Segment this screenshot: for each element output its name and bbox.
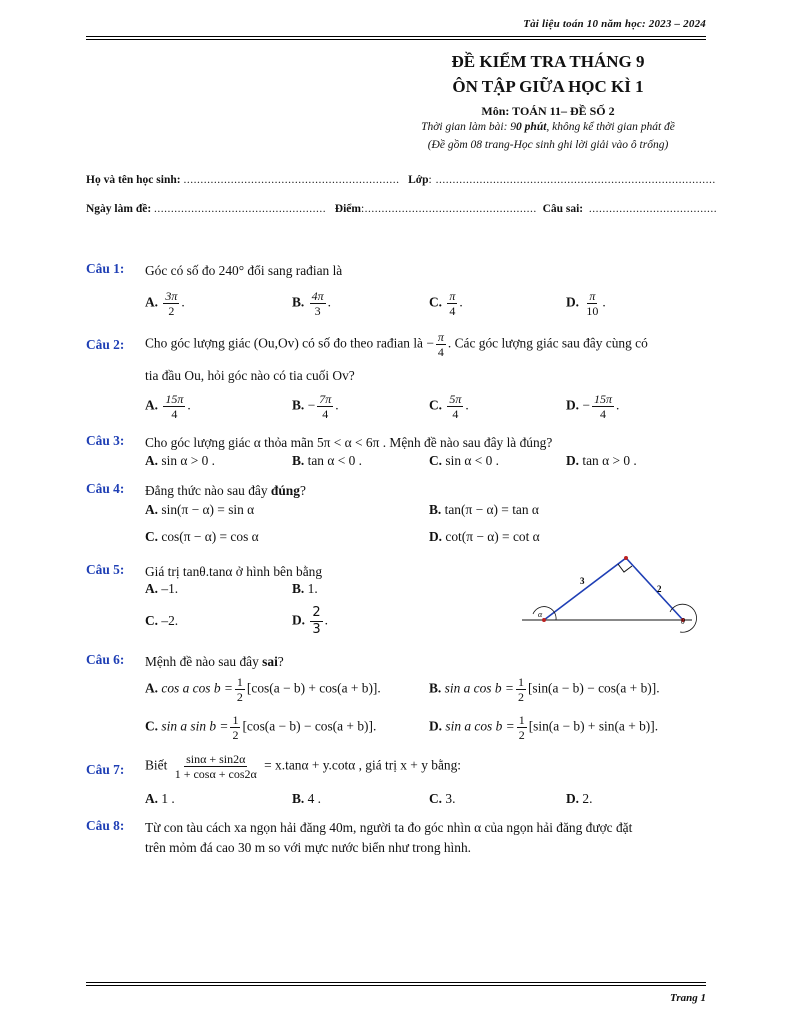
q3-option-d[interactable]: D. tan α > 0 . <box>566 453 637 468</box>
question-4-text <box>145 481 706 501</box>
q1-option-b[interactable]: B. $\frac{4\pi}{3}$ . <box>292 289 332 318</box>
document-header: Tài liệu toán 10 năm học: 2023 – 2024 <box>523 18 706 30</box>
footer-rule-2 <box>86 985 706 986</box>
question-6-label: Câu 6: <box>86 652 125 667</box>
wrong-label: Câu sai: <box>542 203 584 215</box>
right-angle-mark <box>618 564 632 572</box>
question-2-options <box>145 386 705 422</box>
q4-text-bold: đúng <box>270 483 300 498</box>
q2-option-b[interactable]: B. − $\frac{7\pi}{4}$ . <box>292 392 339 421</box>
question-2-label: Câu 2: <box>86 337 125 352</box>
q7-option-a[interactable]: A. 1 . <box>145 791 175 806</box>
q4-text: Đẳng thức nào sau đây <box>145 483 268 498</box>
q1-option-c[interactable]: C. $\frac{\pi}{4}$ . <box>429 289 463 318</box>
score-label: Điểm <box>334 203 361 215</box>
question-8-line2: trên mỏm đá cao 30 m so với mực nước biển như trong hình. <box>145 840 472 855</box>
question-2-text: Cho góc lượng giác (Ou,Ov) có số đo theo rađian là − $\frac{\pi}{4}$ . Các góc lượng giác sau đây cùng có <box>145 330 648 359</box>
vertex-top <box>624 556 628 560</box>
question-8-line1: Từ con tàu cách xa ngọn hải đăng 40m, người ta đo góc nhìn α của ngọn hải đăng được đặt <box>145 820 633 835</box>
exam-title: ĐỀ KIỂM TRA THÁNG 9 <box>451 52 645 71</box>
q1-option-d[interactable]: D. $\frac{\pi}{10}$ . <box>566 289 606 318</box>
triangle-sides <box>544 558 683 620</box>
q2-option-a[interactable]: A. $\frac{15\pi}{4}$ . <box>145 392 191 421</box>
q6-option-d[interactable]: D. sin a cos b = $\frac{1}{2}$ [sin(a − b) + sin(a + b)]. <box>429 713 659 742</box>
question-1-label: Câu 1: <box>86 261 125 276</box>
name-field[interactable]: ................................................................ <box>183 174 400 186</box>
vertex-left <box>542 618 546 622</box>
triangle-figure <box>520 552 700 642</box>
header-rule-2 <box>86 39 706 40</box>
side-a-label: 3 <box>580 576 585 586</box>
q7-option-d[interactable]: D. 2. <box>566 791 593 806</box>
q5-option-c[interactable]: C. –2. <box>145 613 179 628</box>
exam-time <box>388 121 708 133</box>
theta-label: θ <box>681 617 685 626</box>
side-b-label: 2 <box>657 584 662 594</box>
time-suffix: , không kể thời gian phát đề <box>546 121 675 133</box>
q4-option-a[interactable]: A. sin(π − α) = sin α <box>145 502 255 517</box>
q3-option-a[interactable]: A. sin α > 0 . <box>145 453 216 468</box>
q6-text-end: ? <box>277 654 284 669</box>
time-prefix: Thời gian làm bài: 9 <box>421 121 517 133</box>
q6-option-b[interactable]: B. sin a cos b = $\frac{1}{2}$ [sin(a − b) − cos(a + b)]. <box>429 675 660 704</box>
class-field[interactable]: : ................................................................................... <box>428 174 716 186</box>
question-3-text: Cho góc lượng giác α thỏa mãn 5π < α < 6π . Mệnh đề nào sau đây là đúng? <box>145 435 553 450</box>
q5-option-b[interactable]: B. 1. <box>292 581 318 596</box>
date-label: Ngày làm đề: <box>86 203 152 215</box>
question-2-text-cont: tia đầu Ou, hỏi góc nào có tia cuối Ov? <box>145 368 355 383</box>
q6-text-bold: sai <box>262 654 278 669</box>
alpha-label: α <box>538 610 543 619</box>
q3-option-c[interactable]: C. sin α < 0 . <box>429 453 500 468</box>
question-5-text: Giá trị tanθ.tanα ở hình bên bằng <box>145 564 323 579</box>
footer-rule <box>86 982 706 983</box>
question-8-label: Câu 8: <box>86 818 125 833</box>
q7-option-b[interactable]: B. 4 . <box>292 791 322 806</box>
question-1-options <box>145 281 705 317</box>
q7-text-a: Biết <box>145 757 168 773</box>
q5-option-a[interactable]: A. –1. <box>145 581 179 596</box>
question-7-label: Câu 7: <box>86 762 125 777</box>
exam-subtitle: ÔN TẬP GIỮA HỌC KÌ 1 <box>452 77 644 96</box>
q7-text-b: = x.tanα + y.cotα , giá trị x + y bằng: <box>264 757 462 773</box>
date-field[interactable]: ................................................... <box>154 203 327 215</box>
question-4-options <box>145 502 705 550</box>
page-number: Trang 1 <box>670 992 706 1004</box>
q6-text: Mệnh đề nào sau đây <box>145 654 259 669</box>
q2-text-b: . Các góc lượng giác sau đây cùng có <box>447 335 648 351</box>
header-rule <box>86 36 706 37</box>
question-7-options <box>145 791 705 811</box>
q3-option-b[interactable]: B. tan α < 0 . <box>292 453 363 468</box>
q4-option-c[interactable]: C. cos(π − α) = cos α <box>145 529 259 544</box>
class-label: Lớp <box>408 174 429 186</box>
q6-option-c[interactable]: C. sin a sin b = $\frac{1}{2}$ [cos(a − b) − cos(a + b)]. <box>145 713 377 742</box>
question-7-text: Biết $\frac{\sin\alpha + \sin 2\alpha}{1 + \cos\alpha + \cos 2\alpha}$ = x.tanα + y.cotα , giá trị x + y bằng: <box>145 752 462 781</box>
question-6-text <box>145 652 706 672</box>
score-field[interactable]: :................................................... <box>360 203 537 215</box>
student-name-row <box>86 174 716 186</box>
question-5-options <box>145 581 445 641</box>
exam-subject: Môn: TOÁN 11– ĐỀ SỐ 2 <box>481 104 615 118</box>
exam-pages-note: (Đề gồm 08 trang-Học sinh ghi lời giải vào ô trống) <box>427 139 669 151</box>
question-3-options <box>145 453 705 473</box>
student-date-row <box>86 203 717 215</box>
q5-option-d[interactable]: D. $\frac{2}{3}$ . <box>292 605 329 637</box>
time-bold: 0 phút <box>516 121 547 133</box>
question-3-label: Câu 3: <box>86 433 125 448</box>
q4-text-end: ? <box>299 483 306 498</box>
q2-option-d[interactable]: D. − $\frac{15\pi}{4}$ . <box>566 392 620 421</box>
question-5-label: Câu 5: <box>86 562 125 577</box>
question-1-text: Góc có số đo 240° đổi sang rađian là <box>145 263 343 278</box>
question-4-label: Câu 4: <box>86 481 125 496</box>
question-6-options <box>145 673 705 753</box>
q2-option-c[interactable]: C. $\frac{5\pi}{4}$ . <box>429 392 469 421</box>
q1-option-a[interactable]: A. $\frac{3\pi}{2}$ . <box>145 289 185 318</box>
wrong-field[interactable]: ...................................... <box>588 203 718 215</box>
q4-option-b[interactable]: B. tan(π − α) = tan α <box>429 502 539 517</box>
q2-text-a: Cho góc lượng giác (Ou,Ov) có số đo theo rađian là − <box>145 335 434 351</box>
q4-option-d[interactable]: D. cot(π − α) = cot α <box>429 529 540 544</box>
q7-option-c[interactable]: C. 3. <box>429 791 456 806</box>
q6-option-a[interactable]: A. cos a cos b = $\frac{1}{2}$ [cos(a − b) + cos(a + b)]. <box>145 675 381 704</box>
name-label: Họ và tên học sinh: <box>86 174 181 186</box>
